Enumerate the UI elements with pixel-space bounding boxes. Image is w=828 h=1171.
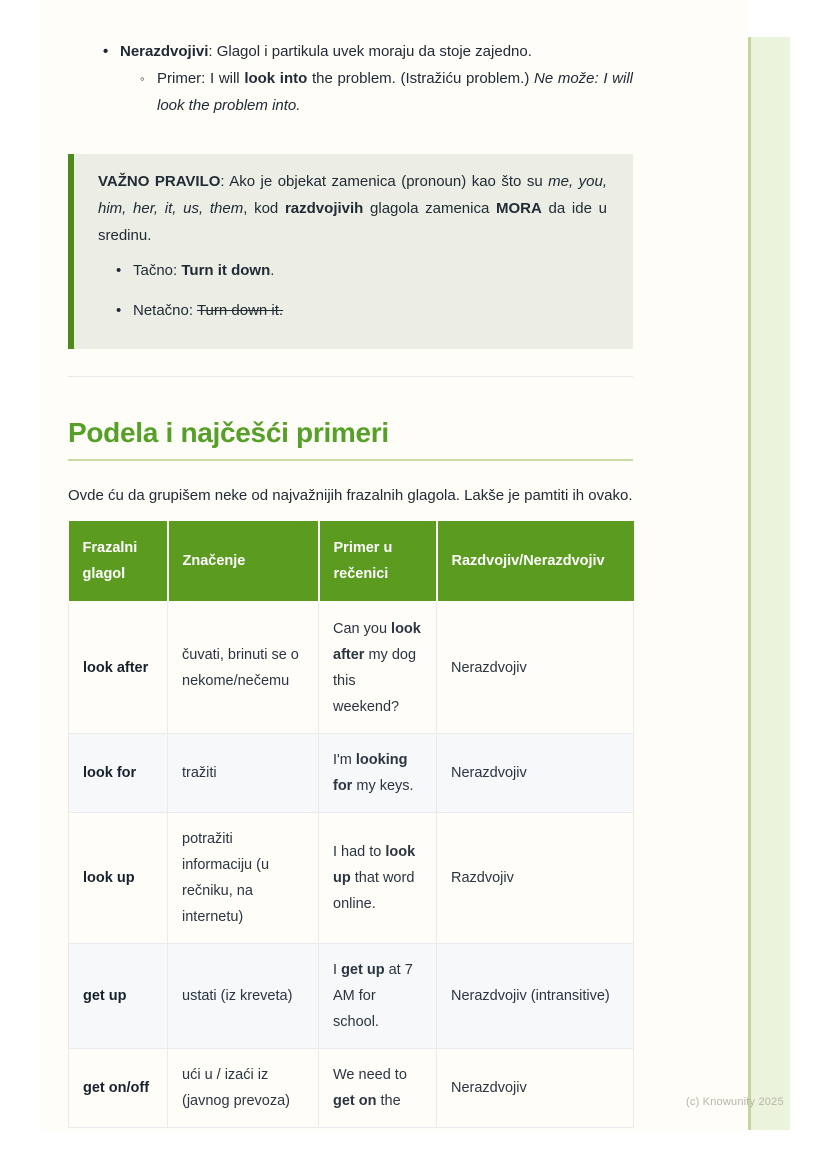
circle-bullet-icon (140, 65, 157, 92)
intro-list (68, 38, 633, 119)
cell-verb: look after (69, 602, 168, 734)
cell-example: I get up at 7 AM for school. (319, 944, 437, 1049)
callout-item-text: Netačno: Turn down it. (133, 302, 284, 319)
divider (68, 376, 633, 377)
callout-item-tacno (98, 257, 607, 284)
cell-verb: look for (69, 734, 168, 813)
cell-meaning: ustati (iz kreveta) (168, 944, 319, 1049)
table-row (69, 1049, 634, 1128)
list-item-nerazdvojivi (68, 38, 633, 65)
list-item-text: Nerazdvojivi: Glagol i partikula uvek moraju da stoje zajedno. (120, 43, 532, 60)
callout-box (68, 154, 633, 349)
cell-meaning: ući u / izaći iz (javnog prevoza) (168, 1049, 319, 1128)
section-intro-paragraph: Ovde ću da grupišem neke od najvažnijih frazalnih glagola. Lakše je pamtiti ih ovako. (68, 487, 633, 504)
document-page (40, 0, 748, 1130)
cell-type: Nerazdvojiv (437, 1049, 634, 1128)
table-row (69, 944, 634, 1049)
callout-list (98, 257, 607, 324)
cell-meaning: tražiti (168, 734, 319, 813)
page-accent-bar (748, 37, 790, 1130)
column-header: Značenje (168, 521, 319, 602)
table-row (69, 602, 634, 734)
cell-example: I'm looking for my keys. (319, 734, 437, 813)
cell-example: Can you look after my dog this weekend? (319, 602, 437, 734)
section-heading: Podela i najčešći primeri (68, 417, 633, 461)
document-content (68, 38, 633, 1128)
cell-type: Nerazdvojiv (437, 602, 634, 734)
bullet-icon (103, 38, 120, 65)
sub-list-item-primer (68, 65, 633, 119)
cell-meaning: čuvati, brinuti se o nekome/nečemu (168, 602, 319, 734)
phrasal-verbs-table (68, 521, 634, 1128)
callout-item-text: Tačno: Turn it down. (133, 262, 275, 279)
column-header: Frazalni glagol (69, 521, 168, 602)
cell-type: Nerazdvojiv (intransitive) (437, 944, 634, 1049)
table-row (69, 734, 634, 813)
watermark: (c) Knowunity 2025 (686, 1096, 784, 1108)
callout-item-netacno (98, 297, 607, 324)
cell-example: We need to get on the (319, 1049, 437, 1128)
bullet-icon (116, 297, 133, 324)
callout-text: VAŽNO PRAVILO: Ako je objekat zamenica (pronoun) kao što su me, you, him, her, it, us, them, kod razdvojivih glagola zamenica MORA da ide u sredinu. (98, 173, 607, 244)
cell-verb: look up (69, 813, 168, 944)
cell-verb: get on/off (69, 1049, 168, 1128)
column-header: Razdvojiv/Nerazdvojiv (437, 521, 634, 602)
column-header: Primer u rečenici (319, 521, 437, 602)
sub-list-item-text: Primer: I will look into the problem. (Istražiću problem.) Ne može: I will look the problem into. (157, 70, 633, 114)
bullet-icon (116, 257, 133, 284)
cell-type: Nerazdvojiv (437, 734, 634, 813)
cell-example: I had to look up that word online. (319, 813, 437, 944)
table-row (69, 813, 634, 944)
table-header-row (69, 521, 634, 602)
cell-type: Razdvojiv (437, 813, 634, 944)
cell-verb: get up (69, 944, 168, 1049)
cell-meaning: potražiti informaciju (u rečniku, na internetu) (168, 813, 319, 944)
